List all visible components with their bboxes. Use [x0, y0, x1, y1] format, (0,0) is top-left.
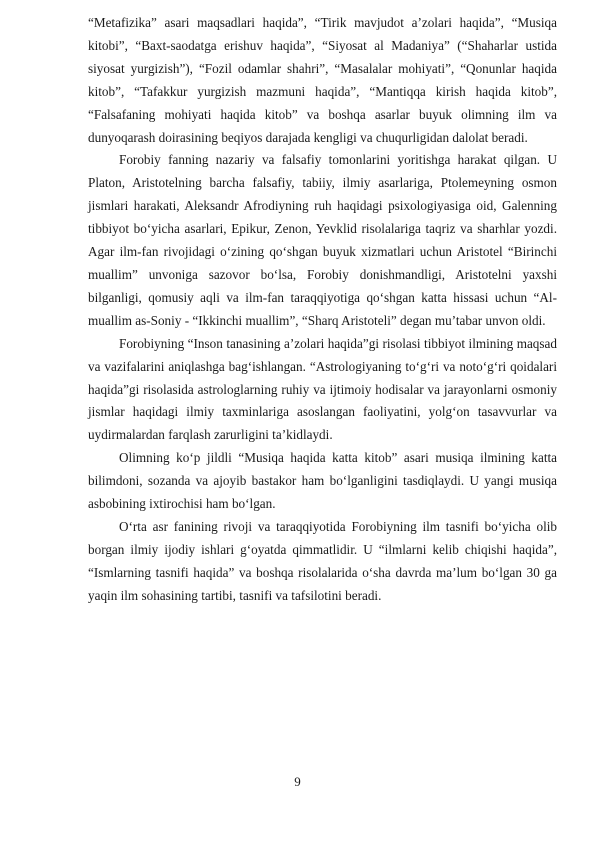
paragraph-5: O‘rta asr fanining rivoji va taraqqiyotida Forobiyning ilm tasnifi bo‘yicha olib borgan ilmiy ijodiy ishlari g‘oyatda qimmatlidir. U “ilmlarni kelib chiqishi haqida”, “Ismlarning tasnifi haqida” va boshqa risolalarida o‘sha davrda ma’lum bo‘lgan 30 ga yaqin ilm sohasining tartibi, tasnifi va tafsilotini beradi.: [88, 518, 557, 603]
page-number: 9: [294, 774, 301, 789]
paragraph-1: “Metafizika” asari maqsadlari haqida”, “Tirik mavjudot a’zolari haqida”, “Musiqa kitobi”, “Baxt-saodatga erishuv haqida”, “Siyosat al Madaniya” (“Shaharlar ustida siyosat yurgizish”), “Fozil odamlar shahri”, “Masalalar mohiyati”, “Qonunlar haqida kitob”, “Tafakkur yurgizish mazmuni haqida”, “Mantiqqa kirish haqida kitob”, “Falsafaning mohiyati haqida kitob” va boshqa asarlar buyuk olimning ilm va dunyoqarash doirasining beqiyos darajada kengligi va chuqurligidan dalolat beradi.: [88, 15, 557, 145]
document-body: [88, 12, 557, 608]
paragraph-4: Olimning ko‘p jildli “Musiqa haqida katta kitob” asari musiqa ilmining katta bilimdoni, sozanda va ajoyib bastakor ham bo‘lganligini tasdiqlaydi. U yangi musiqa asbobining ixtirochisi ham bo‘lgan.: [88, 450, 557, 512]
paragraph-2: Forobiy fanning nazariy va falsafiy tomonlarini yoritishga harakat qilgan. U Platon, Aristotelning barcha falsafiy, tabiiy, ilmiy asarlariga, Ptolemeyning osmon jismlari harakati, Aleksandr Afrodiyning ruh haqidagi psixologiyasiga oid, Galenning tibbiyot bo‘yicha asarlari, Epikur, Zenon, Yevklid risolalariga taqriz va sharhlar yozdi. Agar ilm-fan rivojidagi o‘zining qo‘shgan buyuk xizmatlari uchun Aristotel “Birinchi muallim” unvoniga sazovor bo‘lsa, Forobiy donishmandligi, Aristotelni yaxshi bilganligi, qomusiy aqli va ilm-fan taraqqiyotiga qo‘shgan katta hissasi uchun “Al-muallim as-Soniy - “Ikkinchi muallim”, “Sharq Aristoteli” degan mu’tabar unvon oldi.: [88, 152, 557, 328]
paragraph-3: Forobiyning “Inson tanasining a’zolari haqida”gi risolasi tibbiyot ilmining maqsad va vazifalarini aniqlashga bag‘ishlangan. “Astrologiyaning to‘g‘ri va noto‘g‘ri qoidalari haqida”gi risolasida astrologlarning ruhiy va ijtimoiy hodisalar va jarayonlarni osmoniy jismlar haqidagi ilmiy taxminlariga asoslangan faoliyatini, yolg‘on tasavvurlar va uydirmalardan farqlash zarurligini ta’kidlaydi.: [88, 335, 557, 443]
